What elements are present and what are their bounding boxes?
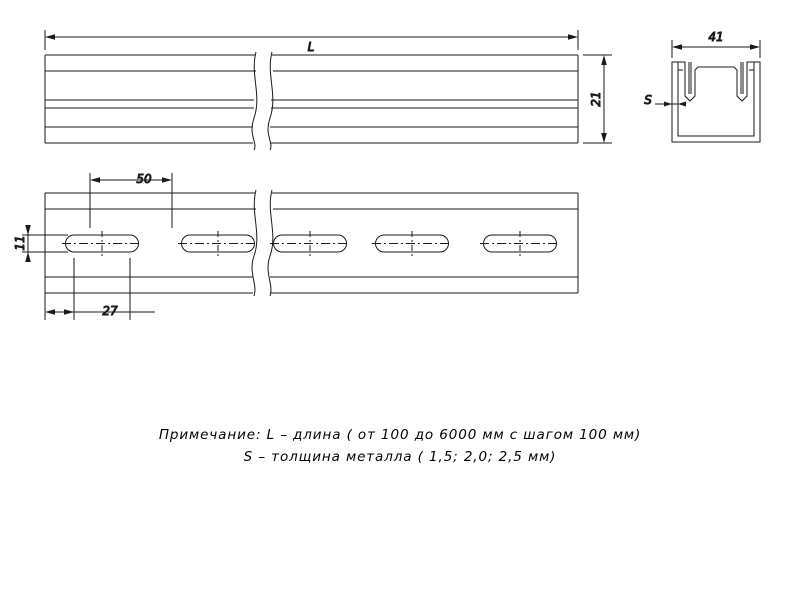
dimension-label-thickness: S xyxy=(644,93,652,107)
dimension-label-length: L xyxy=(307,40,315,54)
dimension-label-slot-pitch: 50 xyxy=(136,172,152,186)
dimension-thickness xyxy=(655,102,686,107)
side-elevation-view xyxy=(45,52,578,150)
note-line-length: Примечание: L – длина ( от 100 до 6000 мм с шагом 100 мм) xyxy=(158,427,642,443)
note-line-thickness: S – толщина металла ( 1,5; 2,0; 2,5 мм) xyxy=(243,449,557,465)
top-plan-view xyxy=(45,190,578,296)
dimension-label-width: 41 xyxy=(708,30,724,44)
dimension-slot-pitch xyxy=(90,173,172,228)
dimension-label-slot-offset: 27 xyxy=(102,304,118,318)
dimension-slot-offset xyxy=(45,258,155,320)
dimension-label-slot-height: 11 xyxy=(13,235,27,251)
note-block xyxy=(0,424,800,468)
dimension-label-height: 21 xyxy=(589,91,603,107)
